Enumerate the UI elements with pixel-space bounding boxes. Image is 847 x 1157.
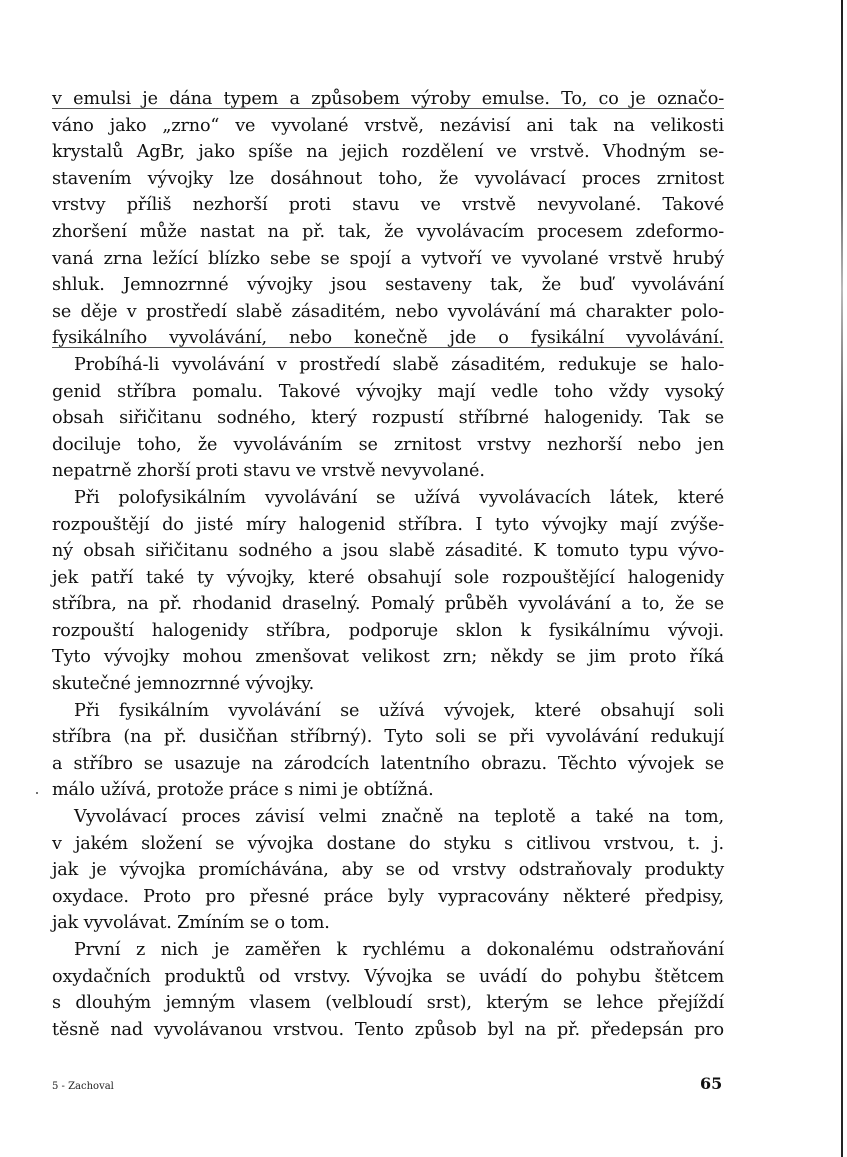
text-line: stříbra, na př. rhodanid draselný. Pomalý průběh vyvolávání a to, že se xyxy=(52,594,724,615)
text-line: fysikálního vyvolávání, nebo konečně jde o fysikální vyvolávání. xyxy=(52,328,724,349)
text-line: zhoršení může nastat na př. tak, že vyvolávacím procesem zdeformo- xyxy=(52,221,724,242)
text-line: s dlouhým jemným vlasem (velbloudí srst), kterým se lehce přejíždí xyxy=(52,993,724,1014)
text-line: vrstvy příliš nezhorší proti stavu ve vrstvě nevyvolané. Takové xyxy=(52,195,724,216)
paragraph xyxy=(52,485,724,698)
scan-speck xyxy=(36,792,38,794)
text-line: se děje v prostředí slabě zásaditém, nebo vyvolávání má charakter polo- xyxy=(52,301,724,322)
page-edge-shadow xyxy=(841,0,843,1157)
text-line: stříbra (na př. dusičňan stříbrný). Tyto soli se při vyvolávání redukují xyxy=(52,727,724,748)
text-line: Při fysikálním vyvolávání se užívá vývojek, které obsahují soli xyxy=(74,700,724,721)
text-line: krystalů AgBr, jako spíše na jejich rozdělení ve vrstvě. Vhodným se- xyxy=(52,142,724,163)
text-line: jek patří také ty vývojky, které obsahují sole rozpouštějící halogenidy xyxy=(52,567,724,588)
text-line: vaná zrna ležící blízko sebe se spojí a vytvoří ve vyvolané vrstvě hrubý xyxy=(52,248,724,269)
text-line: těsně nad vyvolávanou vrstvou. Tento způsob byl na př. předepsán pro xyxy=(52,1019,724,1040)
text-line: oxydace. Proto pro přesné práce byly vypracovány některé předpisy, xyxy=(52,886,724,907)
paragraph xyxy=(52,698,724,804)
text-line: První z nich je zaměřen k rychlému a dokonalému odstraňování xyxy=(74,940,724,960)
text-line: v emulsi je dána typem a způsobem výroby emulse. To, co je označo- xyxy=(52,89,724,109)
printer-signature: 5 - Zachoval xyxy=(52,1081,114,1092)
text-line: Při polofysikálním vyvolávání se užívá vyvolávacích látek, které xyxy=(74,487,724,508)
text-line: rozpouštějí do jisté míry halogenid stříbra. I tyto vývojky mají zvýše- xyxy=(52,514,724,535)
text-line: v jakém složení se vývojka dostane do styku s citlivou vrstvou, t. j. xyxy=(52,833,724,854)
text-line: nepatrně zhorší proti stavu ve vrstvě nevyvolané. xyxy=(52,461,485,482)
text-line: Vyvolávací proces závisí velmi značně na teplotě a také na tom, xyxy=(74,807,724,828)
text-line: jak vyvolávat. Zmíním se o tom. xyxy=(52,913,330,934)
page-number: 65 xyxy=(700,1074,723,1093)
text-line: obsah siřičitanu sodného, který rozpustí stříbrné halogenidy. Tak se xyxy=(52,408,724,429)
text-line: Probíhá-li vyvolávání v prostředí slabě zásaditém, redukuje se halo- xyxy=(74,354,724,375)
text-line: a stříbro se usazuje na zárodcích latentního obrazu. Těchto vývojek se xyxy=(52,753,724,774)
text-line: skutečné jemnozrnné vývojky. xyxy=(52,674,315,695)
text-line: málo užívá, protože práce s nimi je obtížná. xyxy=(52,780,434,801)
body-text xyxy=(52,86,724,1043)
paragraph xyxy=(52,804,724,937)
text-line: jak je vývojka promíchávána, aby se od vrstvy odstraňovaly produkty xyxy=(52,860,724,881)
text-line: rozpouští halogenidy stříbra, podporuje sklon k fysikálnímu vývoji. xyxy=(52,620,724,641)
paragraph xyxy=(52,86,724,352)
text-line: Tyto vývojky mohou zmenšovat velikost zrn; někdy se jim proto říká xyxy=(52,647,724,668)
text-line: genid stříbra pomalu. Takové vývojky mají vedle toho vždy vysoký xyxy=(52,381,724,402)
paragraph xyxy=(52,352,724,485)
text-line: oxydačních produktů od vrstvy. Vývojka se uvádí do pohybu štětcem xyxy=(52,966,724,987)
text-line: stavením vývojky lze dosáhnout toho, že vyvolávací proces zrnitost xyxy=(52,168,724,189)
text-line: shluk. Jemnozrnné vývojky jsou sestaveny tak, že buď vyvolávání xyxy=(52,275,724,296)
text-line: ný obsah siřičitanu sodného a jsou slabě zásadité. K tomuto typu vývo- xyxy=(52,541,724,562)
text-line: váno jako „zrno“ ve vyvolané vrstvě, nezávisí ani tak na velikosti xyxy=(52,115,724,136)
text-line: dociluje toho, že vyvoláváním se zrnitost vrstvy nezhorší nebo jen xyxy=(52,434,724,455)
paragraph xyxy=(52,937,724,1043)
